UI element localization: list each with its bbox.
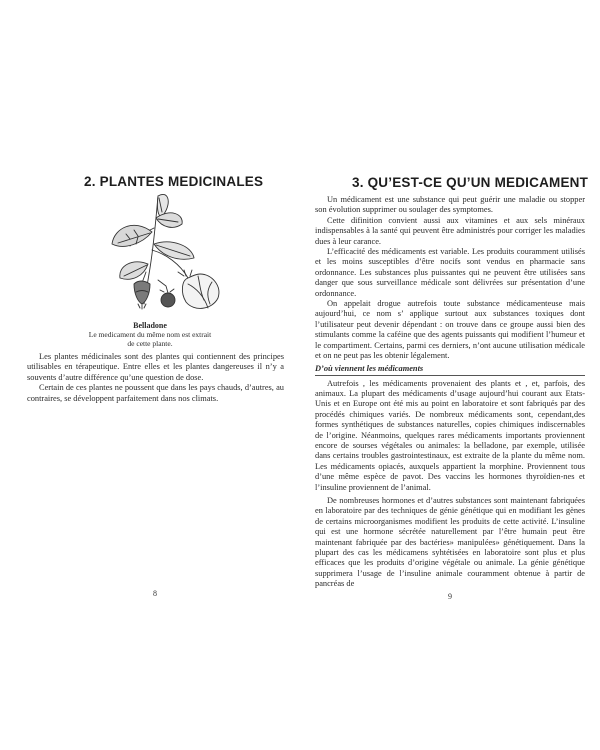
chapter-title: 3. QU’EST-CE QU’UN MEDICAMENT	[352, 175, 589, 190]
paragraph: De nombreuses hormones et d’autres substances sont maintenant fabriquées en laboratoire par des techniques de génie génétique qui en modifiant les gènes de certains microorganismes modifient les produits de cette activité. L’insuline qui est une hormone sécrétée naturellement par l’être humain peut être maintenant fabriquée par des bactéries» manipulées» génétiquement. Dans la plupart des cas les médicamens syhtétisées en laboratoire sont plus et plus efficaces que les produits d’origine végétale ou animale. La génie génétique supprimera l’usage de l’insuline animale couramment obtenue à partir de pancréas de	[315, 495, 585, 589]
chapter-title: 2. PLANTES MEDICINALES	[84, 174, 264, 189]
paragraph: Cette difinition convient aussi aux vitamines et aux sels minéraux indispensables à la santé qui peuvent être administrés pour corriger les maladies dues à leur carance.	[315, 215, 585, 246]
paragraph: Un médicament est une substance qui peut guérir une maladie ou stopper son évolution supprimer ou soulager des symptomes.	[315, 195, 585, 215]
paragraph: On appelait drogue autrefois toute substance médicamenteuse mais aujourd’hui, ce nom s’ applique surtout aux substances toxiques dont l’utilisateur peut devenir dépendant : on trouve dans ce groupe aussi bien des stimulants comme la caféine que des agents puissants qui modifient l’humeur et le compartiment. Certains, parmi ces derniers, n’ont aucune utilisation médicale et on ne peut pas les obtenir légalement.	[315, 299, 585, 361]
section-heading: D’où viennent les médicaments	[315, 363, 424, 373]
paragraph: Autrefois , les médicaments provenaient des plants et , et, parfois, des animaux. La plupart des médicaments d’usage aujourd’hui courant aux Etats-Unis et en Europe ont été mis au point en laboratoire et sont fabriqués par des procédés chimiques variés. De nombreux médicaments sont, cependant,des formes synthétiques de substances naturelles, copies chimiques indiscernables de l’origine. Néanmoins, quelques rares médicaments importants proviennent encore de sourses végétales ou animales: la belladone, par exemple, utilisée dans certains troubles gastrointestinaux, est extraite de la plante du même nom. Les médicaments opiacés, auxquels appartient la morphine. Proviennent tous d’une même espèce de pavot. Des vaccins les hormones thyroïdien-nes et l’insuline proviennent de l’animal.	[315, 378, 585, 492]
belladonna-plant-drawing	[108, 188, 226, 320]
caption-line: de cette plante.	[127, 339, 173, 348]
right-body-text	[315, 195, 585, 590]
paragraph: L’efficacité des médicaments est variable. Les produits couramment utilisés et les moins susceptibles d’être nocifs sont vendus en pharmacie sans ordonnance. Les substances plus puissantes qui ne peuvent être utilisées sans danger que sous surveillance médicale sont délivrées sur présentation d’une ordonnance.	[315, 247, 585, 298]
caption-line: Le medicament du même nom est extrait	[88, 330, 212, 339]
caption-title: Belladone	[133, 321, 167, 330]
page-number: 9	[448, 592, 452, 601]
paragraph: Les plantes médicinales sont des plantes qui contiennent des principes utilisables en térapeutique. Entre elles et les plantes dangereuses il n’y a souvents d’autre différence qu’une question de dose.	[27, 352, 284, 382]
page-number: 8	[153, 589, 157, 598]
paragraph: Certain de ces plantes ne poussent que dans les pays chauds, d’autres, au contraires, se développent parfaitement dans nos climats.	[27, 383, 284, 403]
right-page	[300, 0, 600, 750]
left-body-text	[27, 352, 284, 404]
figure-caption	[40, 321, 260, 348]
section-divider	[315, 375, 585, 376]
